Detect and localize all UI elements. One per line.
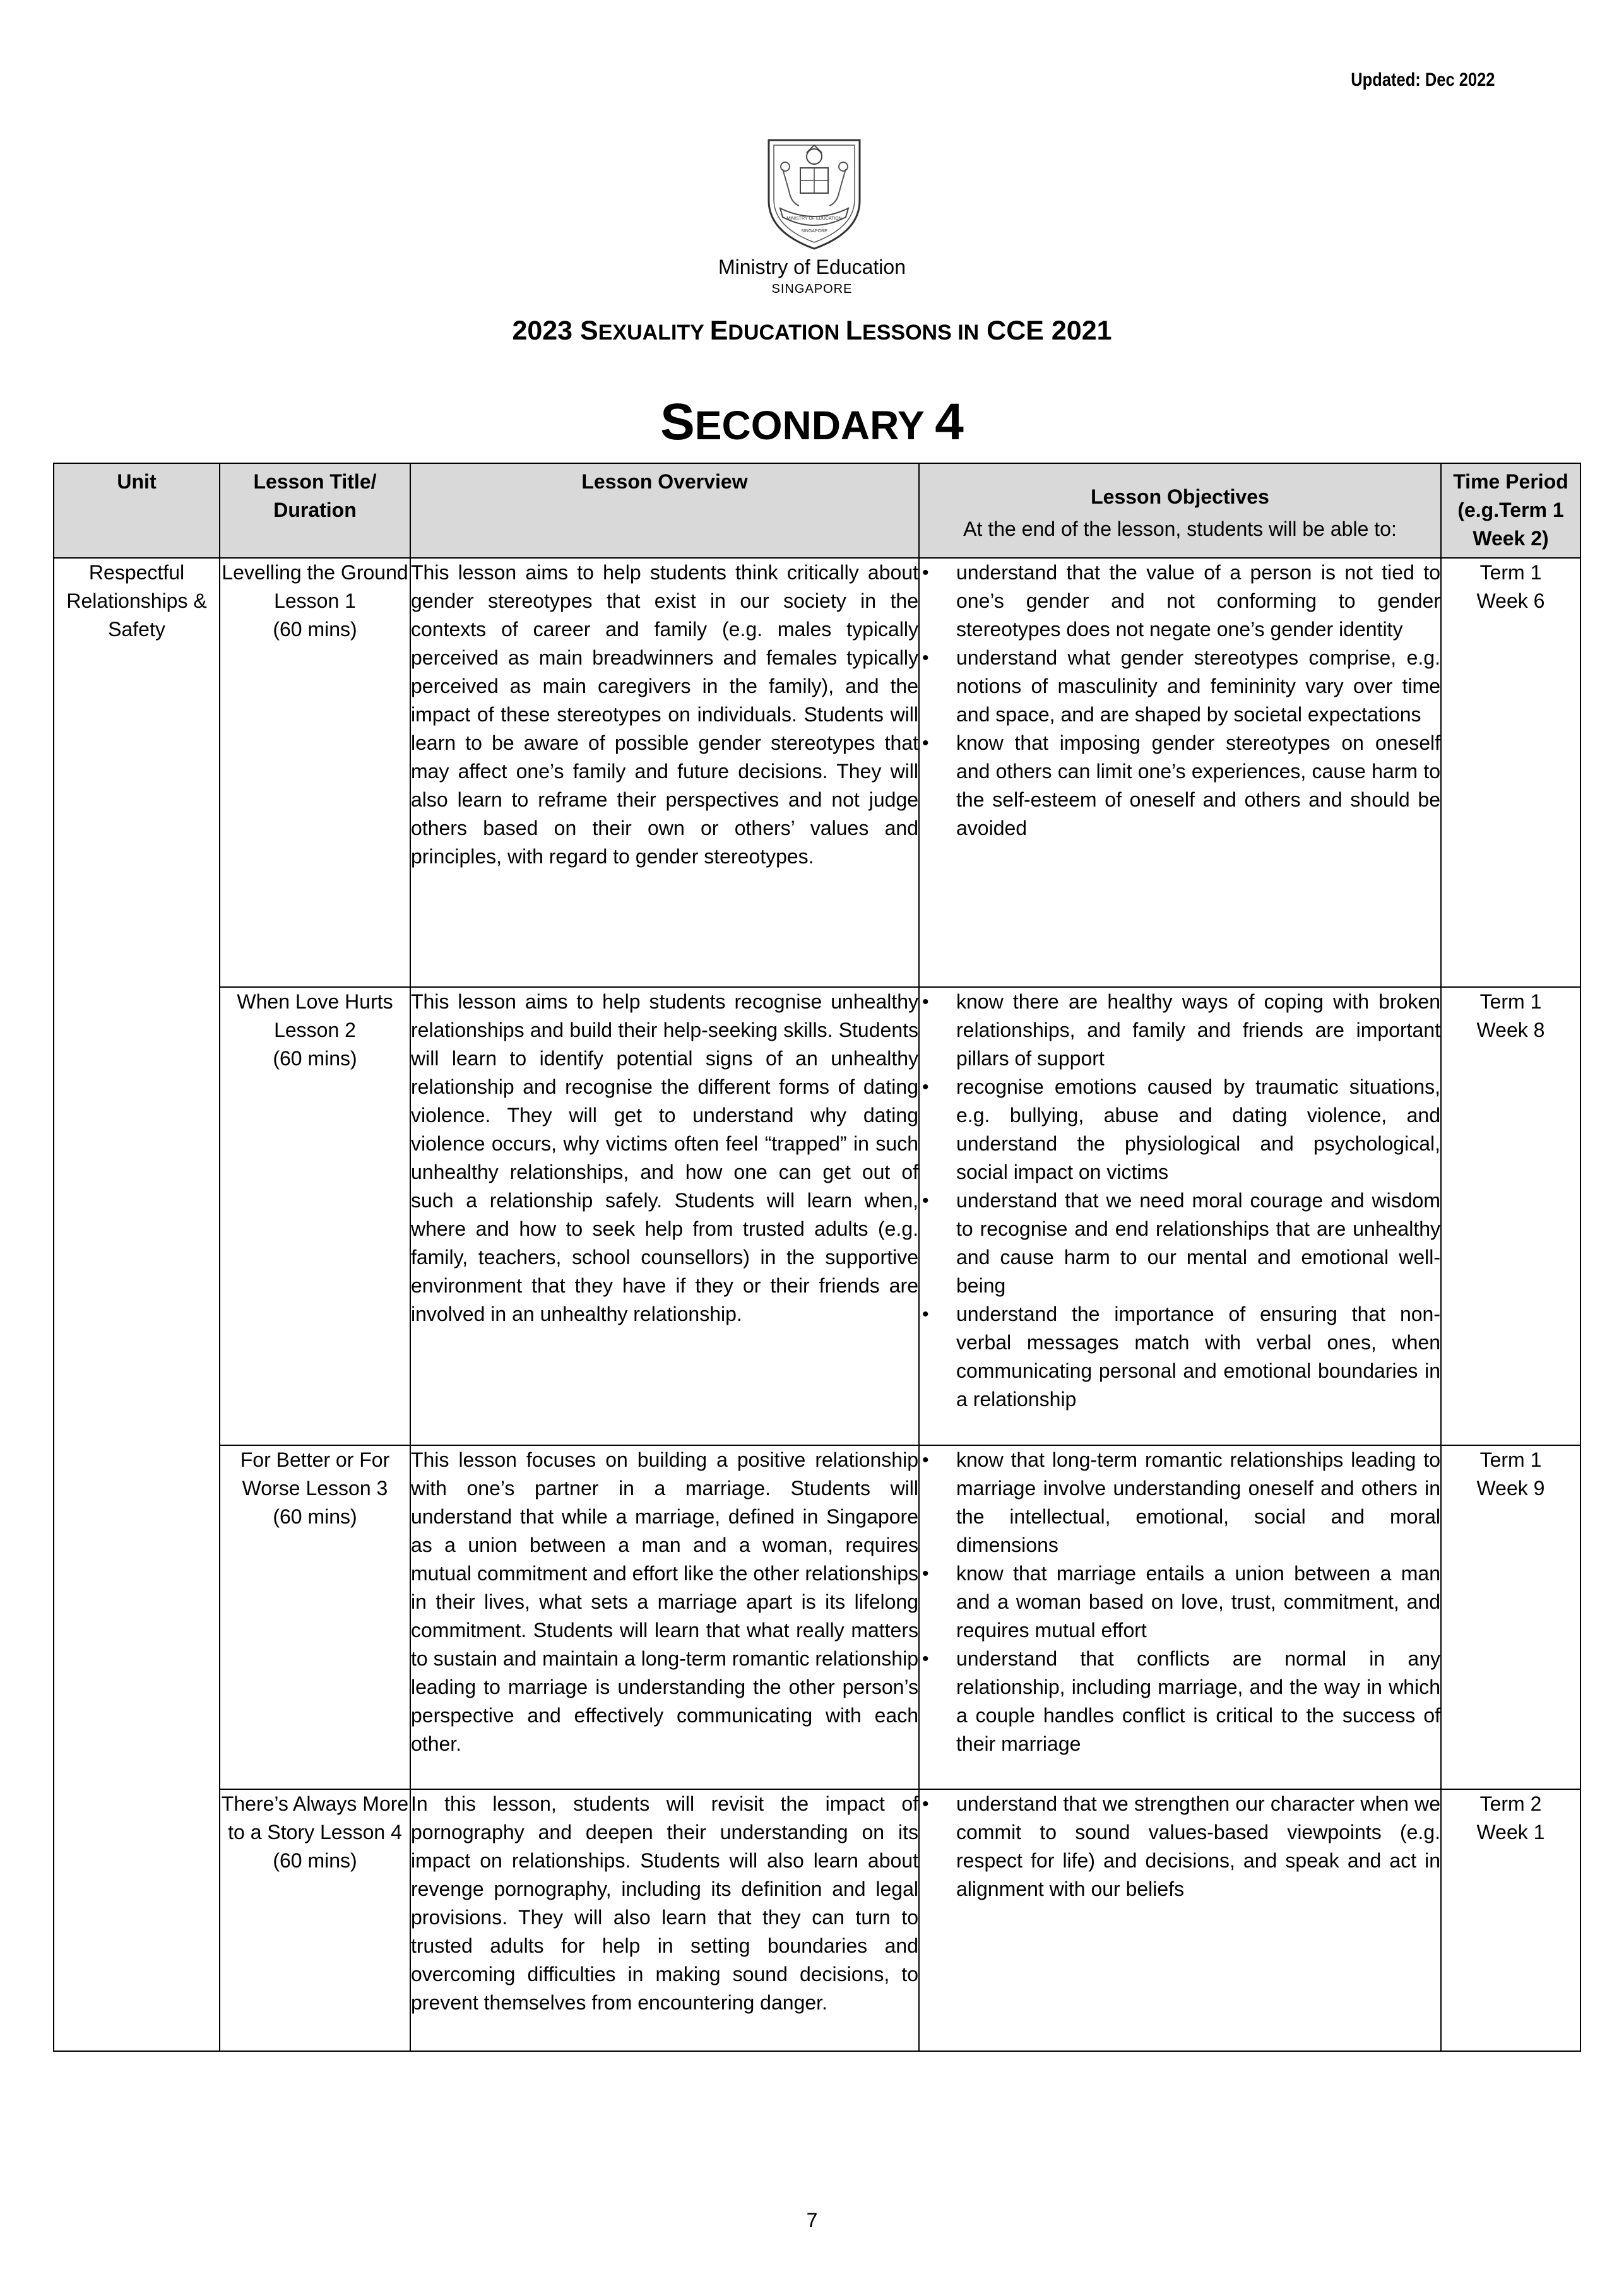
header-unit: Unit bbox=[54, 463, 220, 558]
lesson-objectives-cell bbox=[919, 1445, 1441, 1789]
ministry-country: SINGAPORE bbox=[771, 282, 853, 296]
table-row bbox=[54, 558, 1580, 987]
lesson-title-cell: Levelling the Ground Lesson 1 (60 mins) bbox=[220, 558, 410, 987]
ministry-crest-logo bbox=[764, 138, 865, 251]
lessons-table bbox=[53, 463, 1581, 2052]
page-number: 7 bbox=[806, 2209, 818, 2232]
lesson-title-cell: When Love Hurts Lesson 2 (60 mins) bbox=[220, 987, 410, 1445]
header-overview: Lesson Overview bbox=[410, 463, 919, 558]
objective-item: • recognise emotions caused by traumatic situations, e.g. bullying, abuse and dating violence, and understand the physiological and psychological, social impact on victims bbox=[920, 1073, 1440, 1186]
table-row bbox=[54, 987, 1580, 1445]
ministry-name: Ministry of Education bbox=[718, 256, 906, 278]
svg-text:SINGAPORE: SINGAPORE bbox=[801, 229, 827, 234]
unit-cell: Respectful Relationships & Safety bbox=[54, 558, 220, 2051]
table-row bbox=[54, 1789, 1580, 2051]
objective-item: • understand what gender stereotypes comprise, e.g. notions of masculinity and femininity vary over time and space, and are shaped by societal expectations bbox=[920, 644, 1440, 729]
lesson-objectives-cell bbox=[919, 1789, 1441, 2051]
time-period-cell: Term 1 Week 8 bbox=[1441, 987, 1580, 1445]
objective-item: • know that imposing gender stereotypes on oneself and others can limit one’s experiences, cause harm to the self-esteem of oneself and others and should be avoided bbox=[920, 729, 1440, 843]
header-lesson-title: Lesson Title/ Duration bbox=[220, 463, 410, 558]
lesson-title-cell: There’s Always More to a Story Lesson 4 (60 mins) bbox=[220, 1789, 410, 2051]
lesson-overview-cell: In this lesson, students will revisit the impact of pornography and deepen their understanding on its impact on relationships. Students will also learn about revenge pornography, including its definition and legal provisions. They will also learn that they can turn to trusted adults for help in setting boundaries and overcoming difficulties in making sound decisions, to prevent themselves from encountering danger. bbox=[410, 1789, 919, 2051]
table-row bbox=[54, 1445, 1580, 1789]
objective-item: • know there are healthy ways of coping with broken relationships, and family and friends are important pillars of support bbox=[920, 988, 1440, 1073]
svg-text:MINISTRY OF EDUCATION: MINISTRY OF EDUCATION bbox=[786, 216, 842, 221]
header-time-period: Time Period (e.g.Term 1 Week 2) bbox=[1441, 463, 1580, 558]
lesson-overview-cell: This lesson aims to help students recognise unhealthy relationships and build their help-seeking skills. Students will learn to identify potential signs of an unhealthy relationship and recognise the different forms of dating violence. They will get to understand why dating violence occurs, why victims often feel “trapped” in such unhealthy relationships, and how one can get out of such a relationship safely. Students will learn when, where and how to seek help from trusted adults (e.g. family, teachers, school counsellors) in the supportive environment that they have if they or their friends are involved in an unhealthy relationship. bbox=[410, 987, 919, 1445]
lesson-objectives-cell bbox=[919, 987, 1441, 1445]
level-heading: SECONDARY 4 bbox=[660, 393, 964, 451]
time-period-cell: Term 2 Week 1 bbox=[1441, 1789, 1580, 2051]
lesson-objectives-cell bbox=[919, 558, 1441, 987]
objective-item: • understand the importance of ensuring that non-verbal messages match with verbal ones, when communicating personal and emotional boundaries in a relationship bbox=[920, 1300, 1440, 1414]
objective-item: • understand that conflicts are normal in any relationship, including marriage, and the way in which a couple handles conflict is critical to the success of their marriage bbox=[920, 1645, 1440, 1758]
updated-date: Updated: Dec 2022 bbox=[1350, 69, 1495, 90]
lesson-overview-cell: This lesson aims to help students think critically about gender stereotypes that exist in our society in the contexts of career and family (e.g. males typically perceived as main breadwinners and females typically perceived as main caregivers in the family), and the impact of these stereotypes on individuals. Students will learn to be aware of possible gender stereotypes that may affect one’s family and future decisions. They will also learn to reframe their perspectives and not judge others based on their own or others’ values and principles, with regard to gender stereotypes. bbox=[410, 558, 919, 987]
objective-item: • understand that we need moral courage and wisdom to recognise and end relationships that are unhealthy and cause harm to our mental and emotional well-being bbox=[920, 1186, 1440, 1300]
time-period-cell: Term 1 Week 6 bbox=[1441, 558, 1580, 987]
lesson-title-cell: For Better or For Worse Lesson 3 (60 mins) bbox=[220, 1445, 410, 1789]
document-title: 2023 SEXUALITY EDUCATION LESSONS IN CCE 2021 bbox=[512, 316, 1112, 346]
objective-item: • understand that we strengthen our character when we commit to sound values-based viewpoints (e.g. respect for life) and decisions, and speak and act in alignment with our beliefs bbox=[920, 1790, 1440, 1903]
time-period-cell: Term 1 Week 9 bbox=[1441, 1445, 1580, 1789]
objective-item: • know that long-term romantic relationships leading to marriage involve understanding oneself and others in the intellectual, emotional, social and moral dimensions bbox=[920, 1446, 1440, 1559]
table-header-row bbox=[54, 463, 1580, 558]
header-objectives: Lesson Objectives At the end of the lesson, students will be able to: bbox=[919, 463, 1441, 558]
lesson-overview-cell: This lesson focuses on building a positive relationship with one’s partner in a marriage. Students will understand that while a marriage, defined in Singapore as a union between a man and a woman, requires mutual commitment and effort like the other relationships in their lives, what sets a marriage apart is its lifelong commitment. Students will learn that what really matters to sustain and maintain a long-term romantic relationship leading to marriage is understanding the other person’s perspective and effectively communicating with each other. bbox=[410, 1445, 919, 1789]
objective-item: • know that marriage entails a union between a man and a woman based on love, trust, commitment, and requires mutual effort bbox=[920, 1559, 1440, 1645]
objective-item: • understand that the value of a person is not tied to one’s gender and not conforming to gender stereotypes does not negate one’s gender identity bbox=[920, 559, 1440, 644]
